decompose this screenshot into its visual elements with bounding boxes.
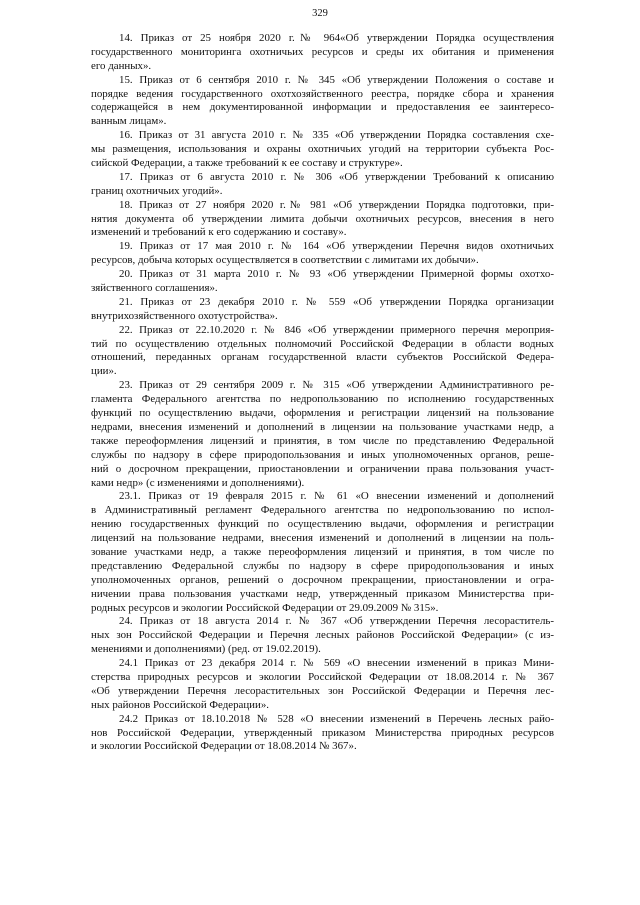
text-line: сийской Федерации, а также требований к ее составу и структуре».	[91, 157, 403, 170]
text-line: ванным лицам».	[91, 115, 167, 128]
text-line: ных районов Российской Федерации».	[91, 698, 269, 711]
text-line: содержащейся в нем документированной информации и предоставления ее заинтересо-	[91, 101, 554, 114]
text-line: 22. Приказ от 22.10.2020 г. № 846 «Об утверждении примерного перечня мероприя-	[119, 323, 554, 336]
paragraph	[91, 74, 554, 130]
paragraph	[91, 129, 554, 171]
paragraph	[91, 657, 554, 713]
text-line: представлению Федеральной службы по надзору в сфере природопользования и иных	[91, 559, 554, 572]
text-line: лицензий на пользование недрами, внесения изменений и дополнений в лицензии на поль-	[91, 532, 554, 545]
paragraph	[91, 615, 554, 657]
page-number: 329	[312, 8, 328, 19]
document-body	[91, 32, 554, 754]
text-line: также переоформления лицензий и принятия, в том числе по представлению Федеральной	[91, 434, 554, 447]
text-line: порядке ведения государственного охотхозяйственного реестра, порядке сбора и хранения	[91, 87, 554, 100]
text-line: 23. Приказ от 29 сентября 2009 г. № 315 «Об утверждении Административного ре-	[119, 379, 554, 392]
text-line: 21. Приказ от 23 декабря 2010 г. № 559 «Об утверждении Порядка организации	[119, 295, 554, 308]
text-line: границ охотничьих угодий».	[91, 184, 223, 197]
text-line: 20. Приказ от 31 марта 2010 г. № 93 «Об утверждении Примерной формы охотхо-	[119, 268, 554, 281]
text-line: и экологии Российской Федерации от 18.08.2014 № 367».	[91, 740, 357, 753]
paragraph	[91, 32, 554, 74]
text-line: функций по осуществлению выдачи, оформления и регистрации лицензий на пользование	[91, 407, 554, 420]
text-line: службы по надзору в сфере природопользования и иных уполномоченных органов, реше-	[91, 448, 554, 461]
text-line: ных зон Российской Федерации и Перечня лесных районов Российской Федерации» (с из-	[91, 629, 554, 642]
text-line: 24.2 Приказ от 18.10.2018 № 528 «О внесении изменений в Перечень лесных райо-	[119, 712, 554, 725]
text-line: в Административный регламент Федерального агентства по недропользованию по испол-	[91, 504, 554, 517]
text-line: недрами, внесения изменений и дополнений в лицензии на пользование участками недр, а	[91, 420, 554, 433]
text-line: «Об утверждении Перечня лесорастительных зон Российской Федерации и Перечня лес-	[91, 684, 554, 697]
text-line: 14. Приказ от 25 ноября 2020 г.№ 964«Об утверждении Порядка осуществления	[119, 32, 554, 44]
text-line: нятия документа об утверждении лимита добычи охотничьих ресурсов, внесения в него	[91, 212, 554, 225]
text-line: менениями и дополнениями) (ред. от 19.02.2019).	[91, 643, 321, 656]
text-line: отношений, переданных органам государственной власти субъектов Российской Федера-	[91, 351, 554, 364]
paragraph	[91, 199, 554, 241]
text-line: тий по осуществлению отдельных полномочий Российской Федерации в области водных	[91, 337, 554, 350]
paragraph	[91, 240, 554, 268]
text-line: родных ресурсов и экологии Российской Федерации от 29.09.2009 № 315».	[91, 601, 439, 614]
text-line: изменений и требований к его содержанию и составу».	[91, 226, 347, 239]
text-line: нов Российской Федерации, утвержденный приказом Министерства природных ресурсов	[91, 726, 554, 739]
text-line: 16. Приказ от 31 августа 2010 г. № 335 «Об утверждении Порядка составления схе-	[119, 129, 554, 142]
paragraph	[91, 324, 554, 380]
text-line: нению государственных функций по осуществлению выдачи, оформления и регистрации	[91, 518, 554, 531]
text-line: зование участками недр, а также переоформления лицензий и принятия, в том числе по	[91, 545, 554, 558]
text-line: зяйственного соглашения».	[91, 282, 218, 295]
text-line: гламента Федерального агентства по недропользованию по исполнению государственных	[91, 393, 554, 406]
paragraph	[91, 490, 554, 615]
text-line: 24. Приказ от 18 августа 2014 г. № 367 «Об утверждении Перечня лесораститель-	[119, 615, 554, 628]
paragraph	[91, 379, 554, 490]
text-line: стерства природных ресурсов и экологии Российской Федерации от 18.08.2014 г. № 367	[91, 670, 554, 683]
text-line: ками недр» (с изменениями и дополнениями).	[91, 476, 305, 489]
text-line: мы размещения, использования и охраны охотничьих угодий на территории субъекта Рос-	[91, 143, 554, 156]
paragraph	[91, 296, 554, 324]
text-line: 19. Приказ от 17 мая 2010 г. № 164 «Об утверждении Перечня видов охотничьих	[119, 240, 554, 253]
text-line: 23.1. Приказ от 19 февраля 2015 г. № 61 «О внесении изменений и дополнений	[119, 490, 554, 503]
text-line: 24.1 Приказ от 23 декабря 2014 г. № 569 «О внесении изменений в приказ Мини-	[119, 657, 554, 670]
text-line: 17. Приказ от 6 августа 2010 г. № 306 «Об утверждении Требований к описанию	[119, 170, 554, 183]
text-line: 18. Приказ от 27 ноября 2020 г.№ 981 «Об утверждении Порядка подготовки, при-	[119, 198, 554, 211]
paragraph	[91, 171, 554, 199]
text-line: ции».	[91, 365, 117, 378]
text-line: его данных».	[91, 59, 152, 72]
paragraph	[91, 713, 554, 755]
text-line: государственного мониторинга охотничьих ресурсов и среды их обитания и применения	[91, 45, 554, 58]
text-line: 15. Приказ от 6 сентября 2010 г. № 345 «Об утверждении Положения о составе и	[119, 73, 554, 86]
text-line: ресурсов, добыча которых осуществляется в соответствии с лимитами их добычи».	[91, 254, 479, 267]
text-line: внутрихозяйственного охотустройства».	[91, 309, 278, 322]
text-line: ний о досрочном прекращении, приостановлении и ограничении права пользования участ-	[91, 462, 554, 475]
text-line: уполномоченных органов, решений о досрочном прекращении, приостановлении и огра-	[91, 573, 554, 586]
text-line: ничении права пользования участками недр, утвержденный приказом Министерства при-	[91, 587, 554, 600]
paragraph	[91, 268, 554, 296]
